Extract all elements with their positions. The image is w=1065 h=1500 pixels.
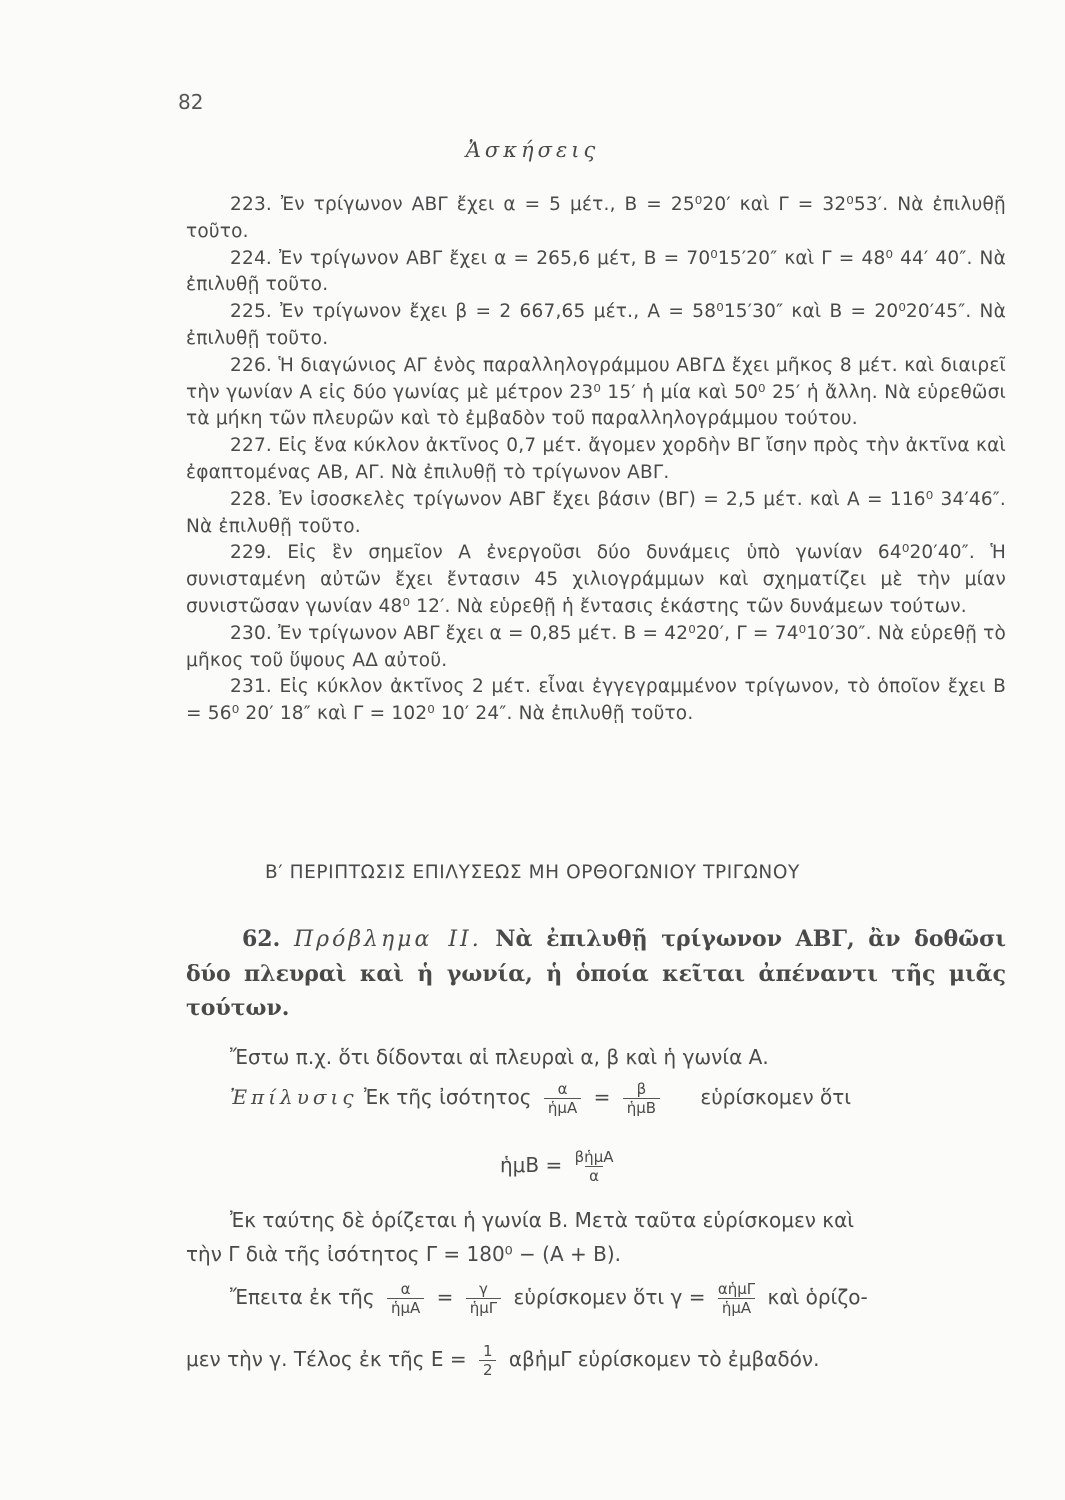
exercise-number: 229. (230, 542, 272, 564)
exercise-number: 224. (230, 247, 272, 269)
exercise-number: 227. (230, 435, 272, 457)
exercise-item (186, 433, 1006, 487)
exercise-text: Ἡ διαγώνιος ΑΓ ἑνὸς παραλληλογράμμου ΑΒΓΔ ἔχει μῆκος 8 μέτ. καὶ διαιρεῖ τὴν γωνίαν Α εἰς δύο γωνίας μὲ μέτρον 23⁰ 15′ ἡ μία καὶ 50⁰ 25′ ἡ ἄλλη. Νὰ εὑρεθῶσι τὰ μήκη τῶν πλευρῶν καὶ τὸ ἐμβαδὸν τοῦ παραλληλογράμμου τούτου. (186, 354, 1006, 430)
exercise-number: 231. (230, 676, 272, 698)
exercise-text: Ἐν τρίγωνον ΑΒΓ ἔχει α = 265,6 μέτ, Β = 70⁰15′20″ καὶ Γ = 48⁰ 44′ 40″. Νὰ ἐπιλυθῇ τοῦτο. (186, 247, 1006, 296)
solution-text: Ἐκ τῆς ἰσότητος (363, 1085, 532, 1109)
exercise-number: 226. (230, 354, 272, 376)
text-segment: καὶ ὁρίζο- (767, 1285, 868, 1309)
exercise-text: Ἐν ἰσοσκελὲς τρίγωνον ΑΒΓ ἔχει βάσιν (ΒΓ) = 2,5 μέτ. καὶ Α = 116⁰ 34′46″. Νὰ ἐπιλυθῇ τοῦτο. (186, 488, 1006, 537)
exercise-item (186, 192, 1006, 246)
exercise-item (186, 299, 1006, 353)
body-line-area (186, 1342, 819, 1379)
exercise-text: Ἐν τρίγωνον ΑΒΓ ἔχει α = 5 μέτ., Β = 25⁰20′ καὶ Γ = 32⁰53′. Νὰ ἐπιλυθῇ τοῦτο. (186, 194, 1006, 242)
solution-label: Ἐπίλυσις (230, 1085, 358, 1109)
fraction-asinC-over-sinA: $\frac{\text{αἡμΓ}}{\text{ἡμΑ}}$ (717, 1280, 756, 1317)
fraction-one-half: $\frac{1}{2}$ (479, 1342, 497, 1379)
problem-statement (186, 922, 1006, 1025)
exercise-item (186, 487, 1006, 541)
exercise-item (186, 674, 1006, 728)
exercise-number: 225. (230, 301, 272, 323)
body-line-fractions (230, 1280, 868, 1317)
exercise-item (186, 540, 1006, 620)
fraction-bsinA-over-a: $\frac{\text{βἡμΑ}}{\alpha}$ (574, 1148, 614, 1185)
exercise-number: 228. (230, 488, 272, 510)
solution-line (230, 1080, 851, 1117)
exercise-item (186, 246, 1006, 300)
given-data-line: Ἔστω π.χ. ὅτι δίδονται αἱ πλευραὶ α, β καὶ ἡ γωνία Α. (230, 1045, 769, 1069)
exercise-number: 223. (230, 194, 272, 215)
exercise-text: Ἐν τρίγωνον ἔχει β = 2 667,65 μέτ., Α = 58⁰15′30″ καὶ Β = 20⁰20′45″. Νὰ ἐπιλυθῇ τοῦτο. (186, 301, 1006, 349)
exercise-item (186, 353, 1006, 433)
fraction-c-over-sinC: $\frac{\gamma}{\text{ἡμΓ}}$ (466, 1280, 501, 1317)
equals-sign: = (436, 1285, 454, 1309)
problem-number: 62. (242, 926, 281, 952)
formula-sinB (500, 1148, 620, 1185)
exercise-text: Εἰς κύκλον ἀκτῖνος 2 μέτ. εἶναι ἐγγεγραμμένον τρίγωνον, τὸ ὁποῖον ἔχει Β = 56⁰ 20′ 18″ καὶ Γ = 102⁰ 10′ 24″. Νὰ ἐπιλυθῇ τοῦτο. (186, 676, 1006, 725)
fraction-b-over-sinB: $\frac{\beta}{\text{ἡμΒ}}$ (623, 1080, 660, 1117)
text-segment: Ἔπειτα ἐκ τῆς (230, 1285, 375, 1309)
text-segment: αβἡμΓ εὑρίσκομεν τὸ ἐμβαδόν. (508, 1347, 820, 1371)
fraction-a-over-sinA: $\frac{\alpha}{\text{ἡμΑ}}$ (544, 1080, 581, 1117)
fraction-a-over-sinA: $\frac{\alpha}{\text{ἡμΑ}}$ (387, 1280, 424, 1317)
exercise-text: Εἰς ἓν σημεῖον Α ἐνεργοῦσι δύο δυνάμεις ὑπὸ γωνίαν 64⁰20′40″. Ἡ συνισταμένη αὐτῶν ἔχει ἔντασιν 45 χιλιογράμμων καὶ σχηματίζει μὲ τὴν μίαν συνιστῶσαν γωνίαν 48⁰ 12′. Νὰ εὑρεθῇ ἡ ἔντασις ἑκάστης τῶν δυνάμεων τούτων. (186, 542, 1006, 617)
exercise-list (186, 192, 1006, 728)
text-segment: μεν τὴν γ. Τέλος ἐκ τῆς Ε = (186, 1347, 467, 1371)
formula-lhs: ἡμΒ = (500, 1153, 563, 1177)
problem-text: Νὰ ἐπιλυθῇ τρίγωνον ΑΒΓ, ἂν δοθῶσι δύο πλευραὶ καὶ ἡ γωνία, ἡ ὁποία κεῖται ἀπέναντι τῆς μιᾶς τούτων. (186, 926, 1006, 1021)
text-segment: εὑρίσκομεν ὅτι γ = (513, 1285, 706, 1309)
exercises-heading: Ἀσκήσεις (465, 138, 600, 162)
body-line: Ἐκ ταύτης δὲ ὁρίζεται ἡ γωνία Β. Μετὰ ταῦτα εὑρίσκομεν καὶ (230, 1208, 855, 1232)
equals-sign: = (593, 1085, 611, 1109)
exercise-item (186, 621, 1006, 675)
problem-label: Πρόβλημα ΙΙ. (293, 927, 482, 952)
body-line: τὴν Γ διὰ τῆς ἰσότητος Γ = 180⁰ − (Α + Β). (186, 1242, 621, 1266)
section-title: Β′ ΠΕΡΙΠΤΩΣΙΣ ΕΠΙΛΥΣΕΩΣ ΜΗ ΟΡΘΟΓΩΝΙΟΥ ΤΡΙΓΩΝΟΥ (265, 862, 800, 883)
exercise-number: 230. (230, 622, 272, 644)
exercise-text: Ἐν τρίγωνον ΑΒΓ ἔχει α = 0,85 μέτ. Β = 42⁰20′, Γ = 74⁰10′30″. Νὰ εὑρεθῇ τὸ μῆκος τοῦ ὕψους ΑΔ αὐτοῦ. (186, 622, 1006, 671)
page-number: 82 (178, 90, 204, 114)
exercise-text: Εἰς ἕνα κύκλον ἀκτῖνος 0,7 μέτ. ἄγομεν χορδὴν ΒΓ ἴσην πρὸς τὴν ἀκτῖνα καὶ ἐφαπτομένας ΑΒ, ΑΓ. Νὰ ἐπιλυθῇ τὸ τρίγωνον ΑΒΓ. (186, 435, 1006, 483)
solution-text-end: εὑρίσκομεν ὅτι (700, 1085, 852, 1109)
